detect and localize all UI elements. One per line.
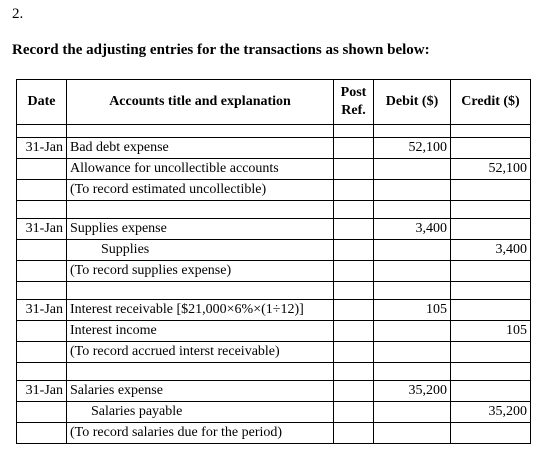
- post-ref-cell: [334, 342, 374, 363]
- credit-amount-cell: [451, 423, 531, 444]
- post-ref-cell: [334, 321, 374, 342]
- spacer-row: [17, 363, 531, 381]
- column-header-post-ref: [334, 80, 374, 125]
- debit-account: Interest receivable [$21,000×6%×(1÷12)]: [67, 300, 334, 321]
- table-row: [17, 300, 531, 321]
- table-row: [17, 180, 531, 201]
- credit-account: Salaries payable: [67, 402, 334, 423]
- debit-amount: 35,200: [374, 381, 451, 402]
- instruction-heading: Record the adjusting entries for the transactions as shown below:: [12, 42, 430, 58]
- post-ref-cell: [334, 423, 374, 444]
- credit-amount: 35,200: [451, 402, 531, 423]
- spacer-row: [17, 125, 531, 138]
- table-row: [17, 138, 531, 159]
- table-row: [17, 159, 531, 180]
- post-ref-cell: [334, 159, 374, 180]
- debit-amount-cell: [374, 342, 451, 363]
- column-header-account: Accounts title and explanation: [67, 80, 334, 125]
- spacer-row: [17, 282, 531, 300]
- table-row: [17, 342, 531, 363]
- debit-account: Bad debt expense: [67, 138, 334, 159]
- date-cell: [17, 402, 67, 423]
- credit-amount: 52,100: [451, 159, 531, 180]
- debit-amount-cell: [374, 159, 451, 180]
- post-ref-cell: [334, 138, 374, 159]
- table-row: [17, 321, 531, 342]
- debit-amount: 52,100: [374, 138, 451, 159]
- debit-amount: 3,400: [374, 219, 451, 240]
- table-row: [17, 219, 531, 240]
- debit-amount-cell: [374, 423, 451, 444]
- credit-amount: 105: [451, 321, 531, 342]
- date-cell: [17, 240, 67, 261]
- date-cell: [17, 423, 67, 444]
- table-row: [17, 402, 531, 423]
- debit-amount-cell: [374, 180, 451, 201]
- post-ref-top: Post: [340, 85, 367, 100]
- entry-date: 31-Jan: [17, 381, 67, 402]
- credit-account: Allowance for uncollectible accounts: [67, 159, 334, 180]
- credit-amount-cell: [451, 381, 531, 402]
- date-cell: [17, 159, 67, 180]
- column-header-credit: Credit ($): [451, 80, 531, 125]
- table-row: [17, 240, 531, 261]
- post-ref-cell: [334, 261, 374, 282]
- credit-amount-cell: [451, 219, 531, 240]
- table-row: [17, 381, 531, 402]
- debit-amount-cell: [374, 402, 451, 423]
- spacer-row: [17, 201, 531, 219]
- credit-account: Supplies: [67, 240, 334, 261]
- post-ref-cell: [334, 381, 374, 402]
- debit-amount-cell: [374, 240, 451, 261]
- credit-amount-cell: [451, 261, 531, 282]
- post-ref-cell: [334, 240, 374, 261]
- credit-account: Interest income: [67, 321, 334, 342]
- debit-amount-cell: [374, 321, 451, 342]
- post-ref-cell: [334, 219, 374, 240]
- post-ref-cell: [334, 300, 374, 321]
- entry-date: 31-Jan: [17, 219, 67, 240]
- journal-table: [16, 79, 531, 444]
- entry-explanation: (To record salaries due for the period): [67, 423, 334, 444]
- table-row: [17, 261, 531, 282]
- credit-amount: 3,400: [451, 240, 531, 261]
- debit-amount: 105: [374, 300, 451, 321]
- entry-explanation: (To record estimated uncollectible): [67, 180, 334, 201]
- debit-account: Supplies expense: [67, 219, 334, 240]
- debit-amount-cell: [374, 261, 451, 282]
- question-number: 2.: [12, 6, 24, 22]
- column-header-debit: Debit ($): [374, 80, 451, 125]
- date-cell: [17, 342, 67, 363]
- credit-amount-cell: [451, 138, 531, 159]
- date-cell: [17, 261, 67, 282]
- entry-date: 31-Jan: [17, 138, 67, 159]
- debit-account: Salaries expense: [67, 381, 334, 402]
- post-ref-cell: [334, 180, 374, 201]
- entry-date: 31-Jan: [17, 300, 67, 321]
- post-ref-bottom: Ref.: [341, 103, 366, 118]
- table-row: [17, 423, 531, 444]
- credit-amount-cell: [451, 342, 531, 363]
- credit-amount-cell: [451, 180, 531, 201]
- date-cell: [17, 180, 67, 201]
- entry-explanation: (To record accrued interst receivable): [67, 342, 334, 363]
- column-header-date: Date: [17, 80, 67, 125]
- header-row: [17, 80, 531, 125]
- entry-explanation: (To record supplies expense): [67, 261, 334, 282]
- credit-amount-cell: [451, 300, 531, 321]
- post-ref-cell: [334, 402, 374, 423]
- date-cell: [17, 321, 67, 342]
